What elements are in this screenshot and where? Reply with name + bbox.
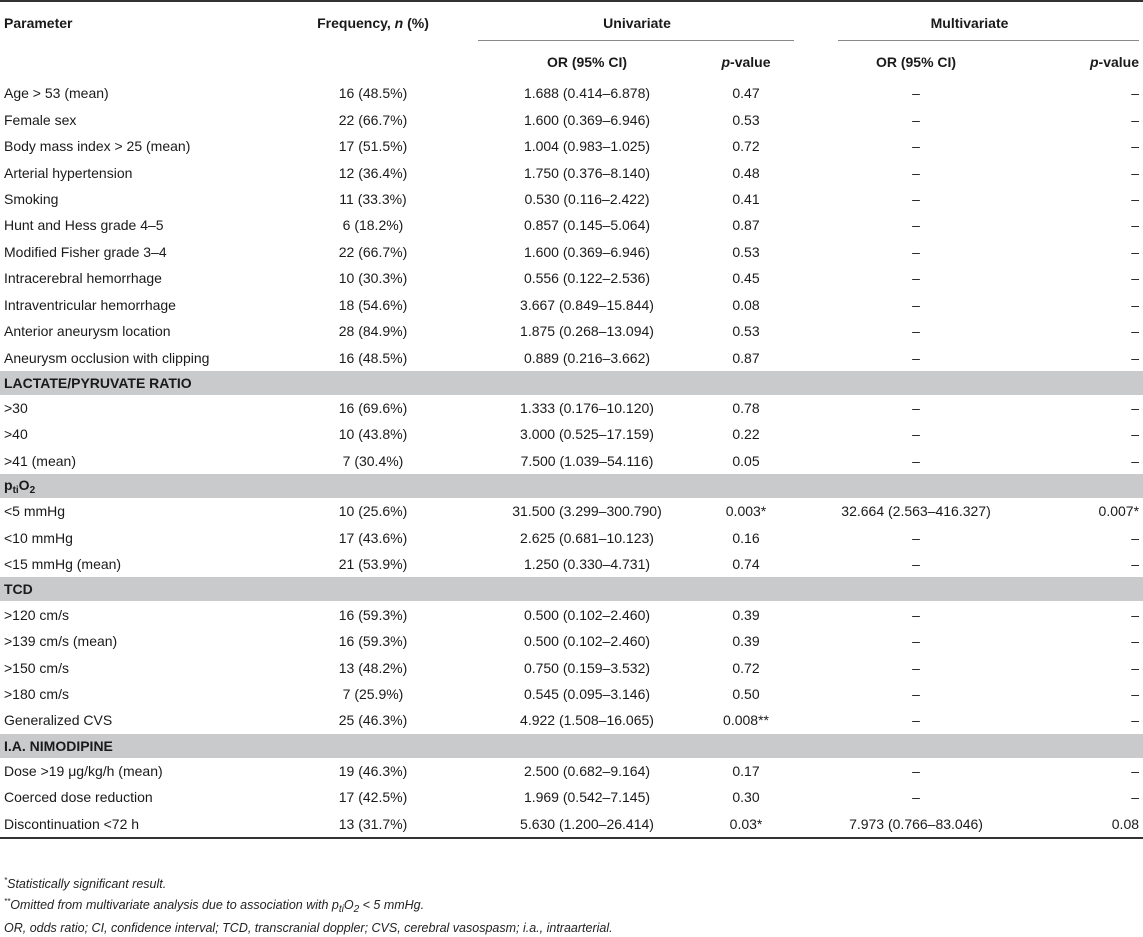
cell-univariate-p: 0.53: [732, 243, 760, 260]
cell-univariate-p: 0.39: [732, 633, 760, 650]
cell-multivariate-p: –: [1131, 296, 1140, 313]
cell-univariate-or: 0.500 (0.102–2.460): [523, 633, 651, 650]
cell-frequency: 25 (46.3%): [338, 712, 408, 729]
cell-frequency: 22 (66.7%): [338, 243, 408, 260]
table-row: [0, 758, 1143, 784]
cell-multivariate-p: –: [1131, 426, 1140, 443]
cell-univariate-or: 1.875 (0.268–13.094): [520, 323, 654, 340]
cell-frequency: 12 (36.4%): [338, 164, 408, 181]
cell-frequency: 18 (54.6%): [338, 296, 408, 313]
cell-multivariate-or: –: [912, 659, 920, 676]
cell-univariate-or: 0.750 (0.159–3.532): [523, 659, 651, 676]
cell-multivariate-p: –: [1131, 789, 1140, 806]
cell-multivariate-or: –: [912, 712, 920, 729]
footnote-2: **Omitted from multivariate analysis due to association with $p_{ti}O_2 < 5$ mmHg.: [4, 897, 425, 915]
table-row: [0, 811, 1143, 838]
cell-multivariate-p: –: [1131, 400, 1140, 417]
table-row: [0, 106, 1143, 132]
table-row: [0, 448, 1143, 474]
cell-univariate-p: 0.72: [732, 659, 760, 676]
section-title: $p_{ti}O_2$: [0, 474, 1143, 498]
cell-frequency: 16 (69.6%): [338, 400, 408, 417]
cell-frequency: 11 (33.3%): [339, 190, 407, 207]
cell-parameter: <5 mmHg: [4, 503, 66, 520]
cell-frequency: 13 (31.7%): [268, 811, 478, 838]
cell-multivariate-or: 7.973 (0.766–83.046): [796, 811, 1036, 838]
cell-univariate-p: 0.53: [732, 323, 760, 340]
table-row: [0, 628, 1143, 654]
cell-parameter: Hunt and Hess grade 4–5: [4, 217, 164, 234]
table-row: [0, 784, 1143, 810]
cell-multivariate-or: –: [912, 270, 920, 287]
cell-univariate-or: 2.500 (0.682–9.164): [523, 762, 651, 779]
table-row: [0, 707, 1143, 733]
cell-frequency: 6 (18.2%): [342, 217, 404, 234]
table-row: [0, 395, 1143, 421]
cell-parameter: Aneurysm occlusion with clipping: [4, 349, 210, 366]
footnotes: [4, 872, 613, 937]
cell-frequency: 19 (46.3%): [338, 762, 408, 779]
cell-univariate-p: 0.008**: [723, 712, 769, 729]
cell-univariate-p: 0.16: [732, 529, 760, 546]
section-tcd: [0, 577, 1143, 601]
cell-multivariate-p: –: [1131, 762, 1140, 779]
cell-parameter: >150 cm/s: [4, 659, 69, 676]
cell-parameter: Dose >19 μg/kg/h (mean): [4, 762, 163, 779]
cell-parameter: Body mass index > 25 (mean): [4, 138, 191, 155]
section-lactate-pyruvate: [0, 371, 1143, 395]
header-parameter: Parameter: [4, 15, 73, 31]
cell-multivariate-p: –: [1131, 85, 1140, 102]
section-title: TCD: [0, 577, 1143, 601]
cell-multivariate-or: –: [912, 164, 920, 181]
cell-univariate-p: 0.87: [732, 217, 760, 234]
cell-multivariate-p: –: [1131, 190, 1140, 207]
cell-univariate-or: 0.545 (0.095–3.146): [523, 685, 651, 702]
cell-univariate-p: 0.50: [732, 685, 760, 702]
cell-multivariate-or: –: [912, 323, 920, 340]
cell-multivariate-or: –: [912, 789, 920, 806]
cell-multivariate-p: 0.08: [1036, 811, 1143, 838]
cell-univariate-p: 0.72: [732, 138, 760, 155]
table-row: [0, 265, 1143, 291]
cell-multivariate-or: –: [912, 296, 920, 313]
header-uni-or: OR (95% CI): [546, 53, 628, 70]
cell-parameter: Intraventricular hemorrhage: [4, 296, 176, 313]
cell-multivariate-p: –: [1131, 111, 1140, 128]
cell-parameter: Intracerebral hemorrhage: [4, 270, 162, 287]
cell-univariate-or: 0.530 (0.116–2.422): [524, 190, 650, 207]
cell-frequency: 28 (84.9%): [338, 323, 408, 340]
cell-parameter: >180 cm/s: [4, 685, 69, 702]
section-title: LACTATE/PYRUVATE RATIO: [0, 371, 1143, 395]
cell-univariate-or: 1.750 (0.376–8.140): [523, 164, 651, 181]
cell-univariate-or: 31.500 (3.299–300.790): [512, 503, 662, 520]
cell-parameter: Age > 53 (mean): [4, 85, 109, 102]
cell-univariate-p: 0.74: [732, 556, 760, 573]
cell-multivariate-p: 0.007*: [1098, 503, 1140, 520]
cell-parameter: >41 (mean): [4, 452, 76, 469]
cell-frequency: 17 (51.5%): [338, 138, 408, 155]
cell-multivariate-p: –: [1131, 659, 1140, 676]
cell-parameter: Anterior aneurysm location: [4, 323, 171, 340]
cell-parameter: Smoking: [4, 190, 59, 207]
header-multi-or: OR (95% CI): [875, 53, 957, 70]
table-row: [0, 654, 1143, 680]
cell-univariate-or: 2.625 (0.681–10.123): [520, 529, 654, 546]
cell-parameter: <15 mmHg (mean): [4, 556, 122, 573]
cell-frequency: 22 (66.7%): [338, 111, 408, 128]
cell-multivariate-or: –: [912, 762, 920, 779]
cell-multivariate-or: –: [912, 349, 920, 366]
cell-multivariate-p: –: [1131, 217, 1140, 234]
cell-multivariate-or: –: [912, 556, 920, 573]
cell-multivariate-or: –: [912, 426, 920, 443]
footnote-3: OR, odds ratio; CI, confidence interval; TCD, transcranial doppler; CVS, cerebral vasospasm; i.a., intraarterial.: [4, 921, 613, 935]
cell-multivariate-p: –: [1131, 164, 1140, 181]
cell-multivariate-or: –: [912, 452, 920, 469]
cell-multivariate-or: –: [912, 685, 920, 702]
cell-parameter: Modified Fisher grade 3–4: [4, 243, 167, 260]
cell-parameter: Female sex: [4, 111, 77, 128]
cell-parameter: >40: [4, 426, 28, 443]
cell-univariate-p: 0.08: [732, 296, 760, 313]
cell-multivariate-p: –: [1131, 452, 1140, 469]
cell-univariate-p: 0.003*: [725, 503, 767, 520]
cell-univariate-p: 0.22: [732, 426, 760, 443]
cell-univariate-p: 0.05: [732, 452, 760, 469]
table-row: [0, 344, 1143, 370]
cell-multivariate-or: 32.664 (2.563–416.327): [841, 503, 991, 520]
cell-frequency: 16 (48.5%): [338, 85, 408, 102]
table-row: [0, 551, 1143, 577]
section-title: I.A. NIMODIPINE: [0, 734, 1143, 758]
table-row: [0, 80, 1143, 106]
cell-multivariate-p: –: [1131, 633, 1140, 650]
univariate-group-rule: [478, 40, 794, 41]
table-row: [0, 318, 1143, 344]
cell-frequency: 16 (59.3%): [338, 606, 408, 623]
cell-univariate-or: 1.600 (0.369–6.946): [523, 111, 651, 128]
header-multi-p: p-value: [1089, 53, 1140, 70]
cell-univariate-or: 4.922 (1.508–16.065): [520, 712, 654, 729]
table-row: [0, 498, 1143, 524]
cell-univariate-or: 1.688 (0.414–6.878): [523, 85, 651, 102]
cell-univariate-or: 0.556 (0.122–2.536): [523, 270, 651, 287]
cell-frequency: 7 (30.4%): [342, 452, 404, 469]
cell-multivariate-or: –: [912, 111, 920, 128]
table-row: [0, 525, 1143, 551]
cell-multivariate-p: –: [1131, 243, 1140, 260]
section-ptio2: [0, 474, 1143, 498]
cell-univariate-p: 0.53: [732, 111, 760, 128]
cell-univariate-p: 0.47: [732, 85, 760, 102]
cell-parameter: >30: [4, 400, 28, 417]
cell-univariate-p: 0.45: [732, 270, 760, 287]
footnote-1: *Statistically significant result.: [4, 876, 167, 891]
cell-parameter: Discontinuation <72 h: [0, 811, 268, 838]
cell-frequency: 10 (30.3%): [338, 270, 408, 287]
table-row: [0, 601, 1143, 627]
cell-univariate-p: 0.41: [732, 190, 760, 207]
cell-multivariate-or: –: [912, 190, 920, 207]
cell-multivariate-p: –: [1131, 712, 1140, 729]
table-row: [0, 292, 1143, 318]
cell-frequency: 16 (48.5%): [338, 349, 408, 366]
table-row: [0, 681, 1143, 707]
cell-univariate-p: 0.17: [732, 762, 760, 779]
table-row: [0, 133, 1143, 159]
multivariate-group-rule: [838, 40, 1139, 41]
cell-univariate-or: 5.630 (1.200–26.414): [478, 811, 696, 838]
cell-frequency: 7 (25.9%): [342, 685, 404, 702]
cell-parameter: Coerced dose reduction: [4, 789, 153, 806]
cell-multivariate-p: –: [1131, 323, 1140, 340]
cell-univariate-or: 3.667 (0.849–15.844): [520, 296, 654, 313]
cell-univariate-p: 0.48: [732, 164, 760, 181]
cell-multivariate-p: –: [1131, 270, 1140, 287]
cell-parameter: Generalized CVS: [4, 712, 113, 729]
cell-parameter: Arterial hypertension: [4, 164, 133, 181]
cell-multivariate-or: –: [912, 85, 920, 102]
cell-parameter: >120 cm/s: [4, 606, 69, 623]
section-nimodipine: [0, 734, 1143, 758]
cell-multivariate-or: –: [912, 529, 920, 546]
table-row: [0, 212, 1143, 238]
cell-univariate-p: 0.30: [732, 789, 760, 806]
cell-multivariate-p: –: [1131, 556, 1140, 573]
table-row: [0, 159, 1143, 185]
cell-multivariate-or: –: [912, 217, 920, 234]
cell-multivariate-or: –: [912, 400, 920, 417]
cell-univariate-or: 1.250 (0.330–4.731): [523, 556, 651, 573]
cell-multivariate-or: –: [912, 243, 920, 260]
cell-multivariate-p: –: [1131, 606, 1140, 623]
header-univariate: Univariate: [603, 14, 671, 31]
cell-multivariate-p: –: [1131, 138, 1140, 155]
table-row: [0, 186, 1143, 212]
cell-univariate-or: 1.333 (0.176–10.120): [520, 400, 654, 417]
cell-univariate-or: 0.857 (0.145–5.064): [523, 217, 651, 234]
cell-univariate-p: 0.87: [732, 349, 760, 366]
cell-univariate-or: 7.500 (1.039–54.116): [520, 452, 654, 469]
cell-multivariate-or: –: [912, 633, 920, 650]
cell-univariate-p: 0.78: [732, 400, 760, 417]
cell-univariate-or: 1.969 (0.542–7.145): [523, 789, 651, 806]
header-multivariate: Multivariate: [930, 14, 1009, 31]
cell-univariate-or: 0.500 (0.102–2.460): [523, 606, 651, 623]
cell-multivariate-or: –: [912, 606, 920, 623]
cell-multivariate-p: –: [1131, 349, 1140, 366]
cell-frequency: 17 (43.6%): [338, 529, 408, 546]
cell-univariate-p: 0.03*: [696, 811, 796, 838]
cell-parameter: <10 mmHg: [4, 529, 73, 546]
cell-frequency: 16 (59.3%): [338, 633, 408, 650]
table-row: [0, 421, 1143, 447]
table-body: [0, 80, 1143, 838]
cell-multivariate-p: –: [1131, 529, 1140, 546]
cell-frequency: 10 (25.6%): [338, 503, 408, 520]
cell-multivariate-p: –: [1131, 685, 1140, 702]
cell-frequency: 13 (48.2%): [338, 659, 408, 676]
cell-multivariate-or: –: [912, 138, 920, 155]
cell-frequency: 10 (43.8%): [338, 426, 408, 443]
table-row: [0, 239, 1143, 265]
cell-univariate-or: 1.004 (0.983–1.025): [523, 138, 651, 155]
cell-univariate-or: 1.600 (0.369–6.946): [523, 243, 651, 260]
cell-univariate-or: 3.000 (0.525–17.159): [520, 426, 654, 443]
cell-parameter: >139 cm/s (mean): [4, 633, 118, 650]
cell-frequency: 17 (42.5%): [338, 789, 408, 806]
header-uni-p: p-value: [721, 53, 771, 70]
cell-univariate-or: 0.889 (0.216–3.662): [523, 349, 651, 366]
cell-univariate-p: 0.39: [732, 606, 760, 623]
header-frequency: Frequency, n (%): [317, 15, 429, 31]
cell-frequency: 21 (53.9%): [338, 556, 408, 573]
